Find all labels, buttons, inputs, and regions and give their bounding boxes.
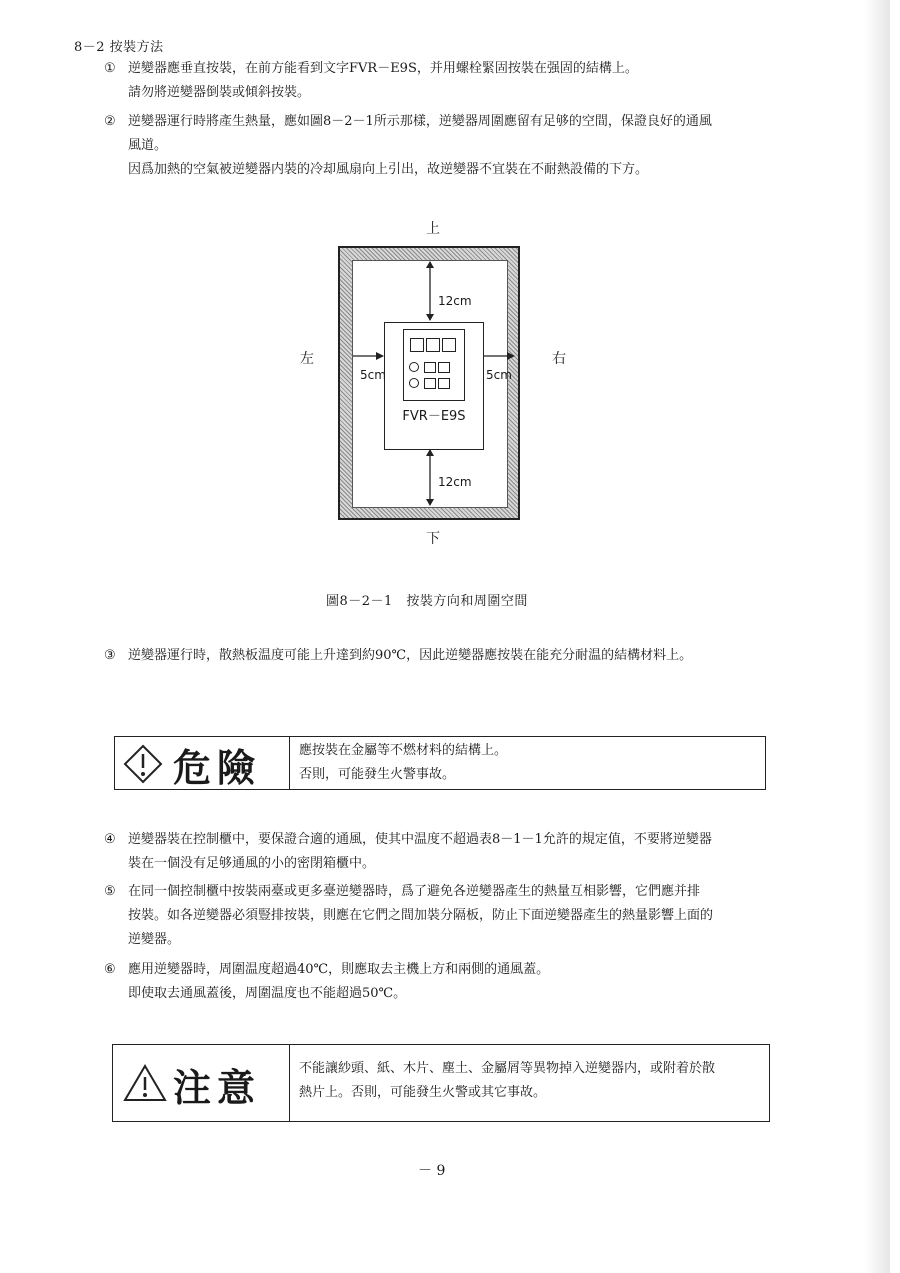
figure-installation-clearance (290, 218, 590, 548)
item-text-line: 即使取去通風蓋後，周圍温度也不能超過50℃。 (128, 986, 407, 1001)
item-text-line: 按裝。如各逆變器必須豎排按裝，則應在它們之間加裝分隔板，防止下面逆變器產生的熱量影響上面的 (128, 908, 714, 923)
item-number: ③ (104, 648, 116, 663)
caution-title: 注意 (173, 1065, 262, 1110)
figure-label-left: 左 (300, 351, 314, 367)
item-number: ② (104, 114, 116, 129)
item-text-line: 逆變器裝在控制櫃中，要保證合適的通風，使其中温度不超過表8－1－1允許的規定值，不要將逆變器 (128, 832, 712, 847)
caution-text-line: 熱片上。否則，可能發生火警或其它事故。 (299, 1085, 547, 1100)
item-text-line: 逆變器運行時，散熱板温度可能上升達到約90℃，因此逆變器應按裝在能充分耐温的結構材料上。 (128, 648, 693, 663)
dimension-bottom: 12cm (438, 475, 472, 489)
item-text-line: 裝在一個没有足够通風的小的密閉箱櫃中。 (128, 856, 376, 871)
caution-text-line: 不能讓紗頭、紙、木片、塵土、金屬屑等異物掉入逆變器内，或附着於散 (299, 1061, 716, 1076)
figure-label-right: 右 (552, 351, 566, 367)
item-text-line: 逆變器運行時將產生熱量，應如圖8－2－1所示那樣，逆變器周圍應留有足够的空間，保證良好的通風 (128, 114, 712, 129)
scan-edge-shadow (864, 0, 890, 1273)
item-number: ⑥ (104, 962, 116, 977)
caution-header (113, 1045, 290, 1121)
exclamation-diamond-icon (123, 744, 163, 784)
figure-label-top: 上 (426, 221, 440, 237)
item-text-line: 風道。 (128, 138, 168, 153)
item-number: ④ (104, 832, 116, 847)
page-number: － 9 (418, 1163, 446, 1179)
dimension-arrows (290, 218, 590, 548)
danger-header (115, 737, 290, 789)
item-text-line: 因爲加熱的空氣被逆變器内裝的冷却風扇向上引出，故逆變器不宜裝在不耐熱設備的下方。 (128, 162, 649, 177)
item-text-line: 逆變器應垂直按裝，在前方能看到文字FVR－E9S，并用螺栓緊固按裝在强固的結構上。 (128, 61, 638, 76)
dimension-right: 5cm (486, 368, 512, 382)
danger-title: 危險 (173, 745, 262, 790)
item-number: ① (104, 61, 116, 76)
danger-text-line: 否則，可能發生火警事故。 (299, 767, 456, 782)
item-text-line: 逆變器。 (128, 932, 181, 947)
caution-box (112, 1044, 770, 1122)
dimension-top: 12cm (438, 294, 472, 308)
item-text-line: 在同一個控制櫃中按裝兩臺或更多臺逆變器時，爲了避免各逆變器產生的熱量互相影響，它們應并排 (128, 884, 701, 899)
danger-text (299, 739, 507, 787)
caution-text (299, 1057, 715, 1105)
item-text-line: 請勿將逆變器倒裝或傾斜按裝。 (128, 85, 311, 100)
warning-triangle-icon (123, 1063, 167, 1103)
figure-caption: 圖8－2－1 按裝方向和周圍空間 (326, 594, 528, 609)
section-heading: 8－2 按裝方法 (74, 40, 164, 55)
danger-text-line: 應按裝在金屬等不燃材料的結構上。 (299, 743, 508, 758)
item-number: ⑤ (104, 884, 116, 899)
item-text-line: 應用逆變器時，周圍温度超過40℃，則應取去主機上方和兩側的通風蓋。 (128, 962, 550, 977)
figure-label-bottom: 下 (426, 531, 440, 547)
dimension-left: 5cm (360, 368, 386, 382)
danger-box (114, 736, 766, 790)
model-label: FVR－E9S (402, 409, 466, 424)
